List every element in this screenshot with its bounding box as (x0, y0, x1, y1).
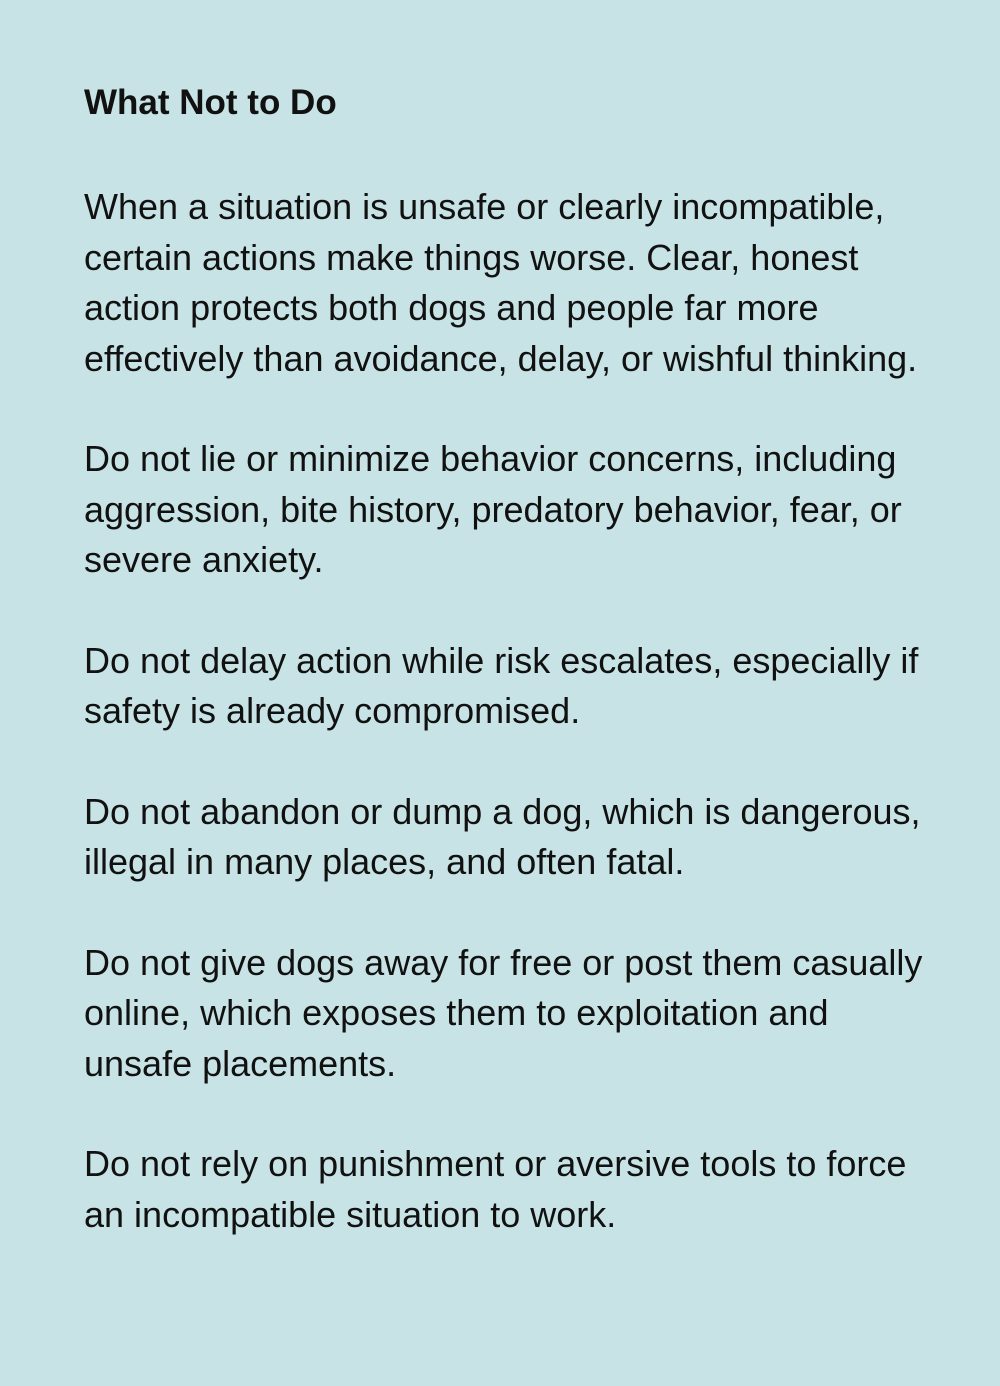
guideline-item-5: Do not rely on punishment or aversive tools to force an incompatible situation to work. (84, 1143, 907, 1235)
guideline-item-3: Do not abandon or dump a dog, which is dangerous, illegal in many places, and often fatal. (84, 790, 921, 882)
guideline-item-4: Do not give dogs away for free or post them casually online, which exposes them to exploitation and unsafe placements. (84, 941, 923, 1084)
guideline-item-1: Do not lie or minimize behavior concerns, including aggression, bite history, predatory behavior, fear, or severe anxiety. (84, 438, 902, 580)
intro-paragraph: When a situation is unsafe or clearly incompatible, certain actions make things worse. Clear, honest action protects both dogs and people far more effectively than avoidance, delay, or wishful thinking. (84, 186, 918, 379)
guideline-item-2: Do not delay action while risk escalates, especially if safety is already compromised. (84, 639, 919, 731)
page-title: What Not to Do (84, 83, 337, 122)
